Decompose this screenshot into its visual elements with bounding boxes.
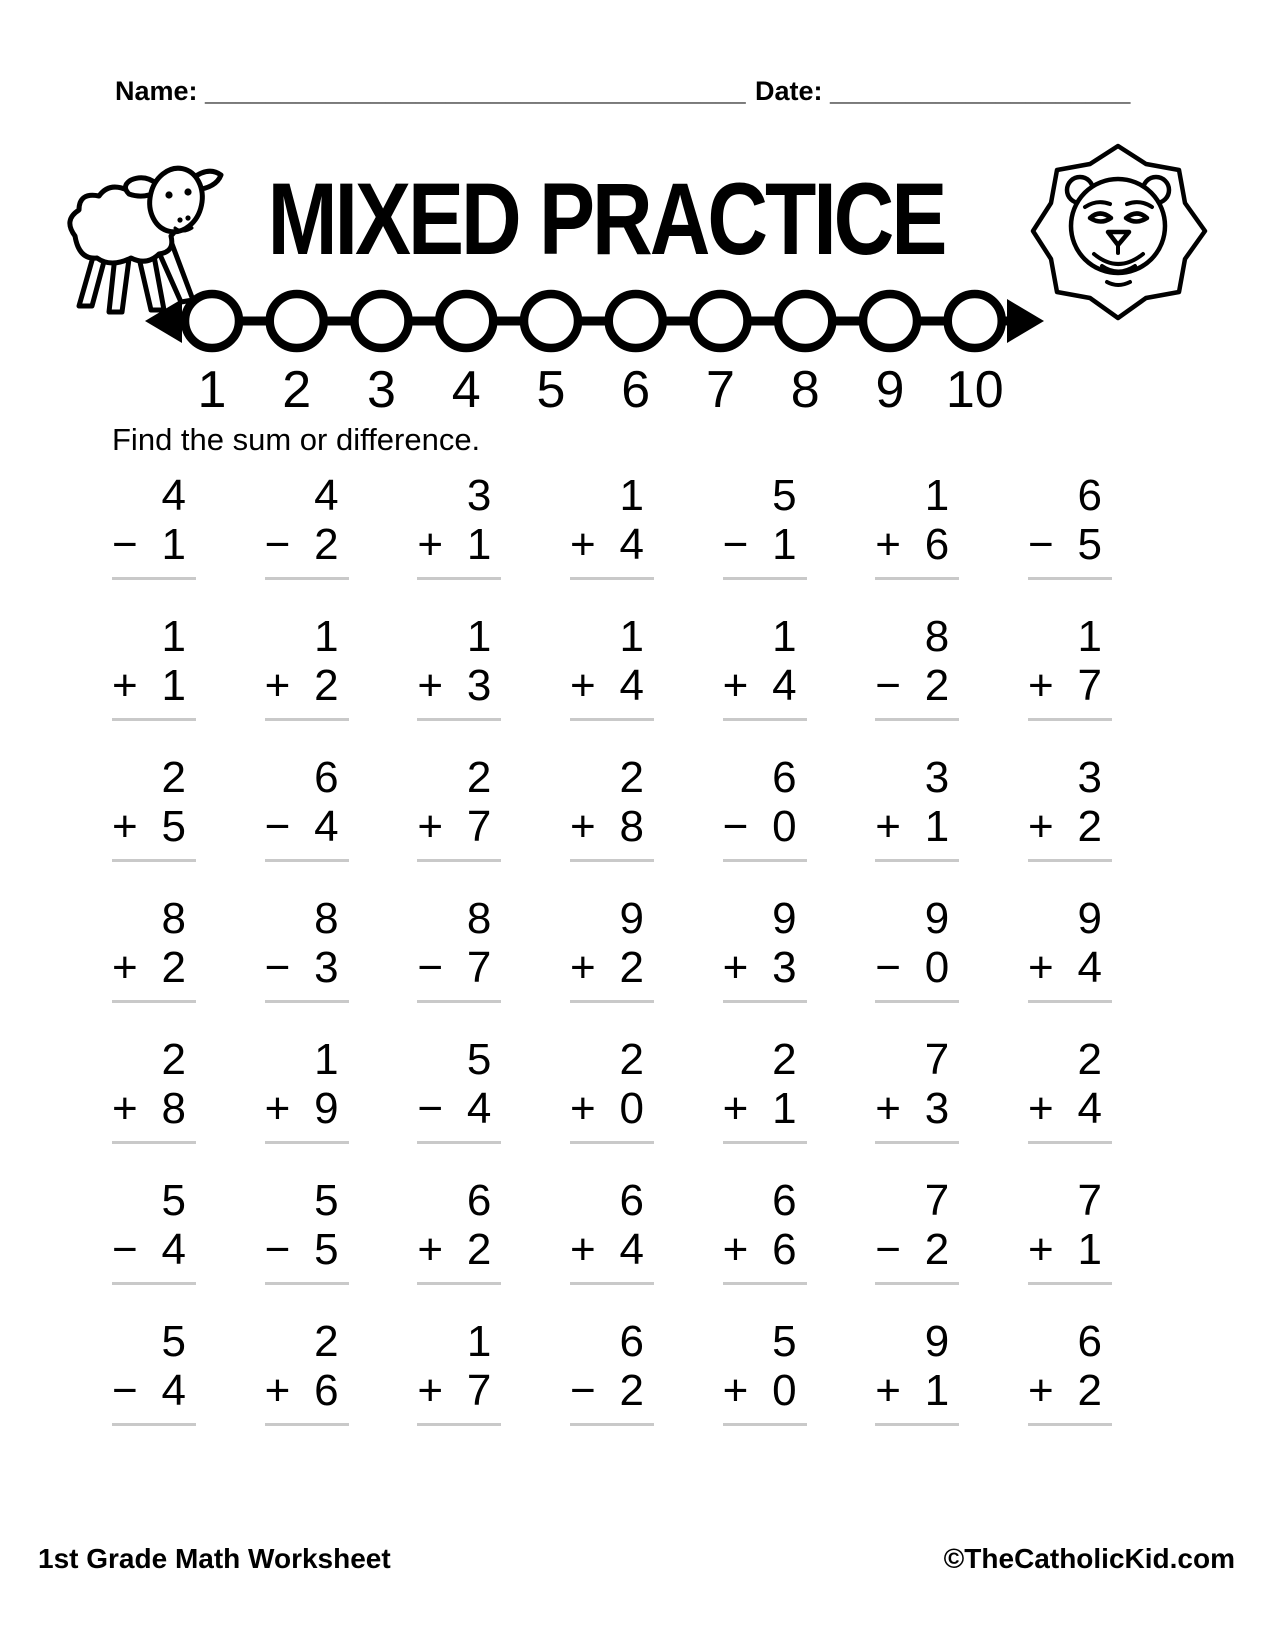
answer-blank[interactable] [875, 1000, 959, 1003]
problem-top-number: 3 [1077, 753, 1102, 802]
problem-operator: − [417, 943, 444, 992]
problem-bottom-number: 2 [619, 943, 644, 992]
problem-operator: + [264, 1366, 291, 1415]
problem-top-number: 7 [924, 1176, 950, 1225]
number-line-graphic [142, 284, 1047, 358]
problem-top-number: 9 [924, 894, 950, 943]
answer-blank[interactable] [112, 859, 196, 862]
number-line-label-1: 1 [197, 361, 227, 419]
problem-top-number: 5 [314, 1176, 339, 1225]
problem-top-number: 2 [466, 753, 492, 802]
answer-blank[interactable] [265, 1000, 349, 1003]
problem-top-number: 6 [1077, 471, 1102, 520]
problem-bottom-number: 4 [314, 802, 339, 851]
problem-operator: + [264, 1084, 291, 1133]
answer-blank[interactable] [875, 859, 959, 862]
problem-bottom-number: 5 [1077, 520, 1102, 569]
problem-top-number: 6 [1077, 1317, 1102, 1366]
number-line-labels [142, 362, 1047, 420]
problem-operator: + [1027, 1084, 1054, 1133]
problem-7-7 [1028, 1318, 1112, 1426]
problem-5-2 [265, 1036, 349, 1144]
problem-top-number: 1 [314, 1035, 339, 1084]
problem-5-4 [570, 1036, 654, 1144]
problem-operator: + [112, 1084, 138, 1133]
problem-operator: + [1027, 802, 1054, 851]
answer-blank[interactable] [1028, 1000, 1112, 1003]
answer-blank[interactable] [723, 577, 807, 580]
problem-top-number: 2 [161, 1035, 186, 1084]
problem-operator: − [569, 1366, 596, 1415]
problem-top-number: 1 [314, 612, 339, 661]
problem-5-6 [875, 1036, 959, 1144]
problem-5-1 [112, 1036, 196, 1144]
answer-blank[interactable] [1028, 718, 1112, 721]
problem-top-number: 2 [161, 753, 186, 802]
problem-top-number: 9 [1077, 894, 1102, 943]
problem-operator: − [112, 1225, 138, 1274]
answer-blank[interactable] [570, 718, 654, 721]
problem-operator: − [264, 1225, 291, 1274]
problem-operator: + [112, 943, 138, 992]
problem-3-5 [723, 754, 807, 862]
answer-blank[interactable] [570, 1000, 654, 1003]
problem-bottom-number: 4 [466, 1084, 492, 1133]
problem-top-number: 7 [1077, 1176, 1102, 1225]
answer-blank[interactable] [875, 577, 959, 580]
number-line-point-8 [778, 294, 832, 348]
problem-operator: + [569, 943, 596, 992]
problems-grid [112, 472, 1112, 1426]
problem-operator: + [875, 802, 901, 851]
problem-bottom-number: 3 [924, 1084, 950, 1133]
problem-1-7 [1028, 472, 1112, 580]
problem-bottom-number: 6 [924, 520, 950, 569]
problem-bottom-number: 3 [314, 943, 339, 992]
answer-blank[interactable] [417, 1282, 501, 1285]
problem-5-3 [417, 1036, 501, 1144]
problem-operator: + [569, 1084, 596, 1133]
problem-top-number: 9 [772, 894, 797, 943]
problem-top-number: 7 [924, 1035, 950, 1084]
problem-top-number: 1 [1077, 612, 1102, 661]
problem-operator: + [722, 1366, 749, 1415]
number-line [142, 284, 1047, 419]
date-blank-line[interactable]: ____________________ [830, 76, 1131, 106]
problem-operator: + [875, 1366, 901, 1415]
problem-top-number: 5 [161, 1176, 186, 1225]
problem-bottom-number: 2 [924, 1225, 950, 1274]
problem-6-5 [723, 1177, 807, 1285]
answer-blank[interactable] [265, 577, 349, 580]
number-line-label-7: 7 [706, 361, 735, 419]
problem-operator: + [112, 802, 138, 851]
answer-blank[interactable] [570, 859, 654, 862]
problem-4-2 [265, 895, 349, 1003]
problem-3-3 [417, 754, 501, 862]
number-line-point-7 [694, 294, 748, 348]
problem-bottom-number: 4 [1077, 1084, 1102, 1133]
problem-top-number: 8 [924, 612, 950, 661]
number-line-point-9 [863, 294, 917, 348]
answer-blank[interactable] [265, 718, 349, 721]
problem-bottom-number: 5 [314, 1225, 339, 1274]
problem-6-4 [570, 1177, 654, 1285]
problem-bottom-number: 2 [619, 1366, 644, 1415]
problem-bottom-number: 1 [772, 1084, 797, 1133]
date-label: Date: [755, 76, 823, 106]
answer-blank[interactable] [570, 1141, 654, 1144]
problem-top-number: 6 [772, 753, 797, 802]
answer-blank[interactable] [417, 1000, 501, 1003]
problem-bottom-number: 7 [466, 943, 492, 992]
problem-top-number: 5 [161, 1317, 186, 1366]
problem-1-5 [723, 472, 807, 580]
problem-operator: + [1027, 1366, 1054, 1415]
problem-bottom-number: 0 [772, 1366, 797, 1415]
problem-operator: + [417, 520, 444, 569]
problem-bottom-number: 8 [619, 802, 644, 851]
answer-blank[interactable] [875, 1282, 959, 1285]
problem-7-2 [265, 1318, 349, 1426]
name-blank-line[interactable]: ____________________________________ [205, 76, 746, 106]
problem-operator: + [569, 520, 596, 569]
problem-top-number: 8 [314, 894, 339, 943]
problem-4-4 [570, 895, 654, 1003]
problem-top-number: 5 [772, 1317, 797, 1366]
number-line-label-4: 4 [451, 361, 481, 419]
problem-bottom-number: 6 [772, 1225, 797, 1274]
problem-1-3 [417, 472, 501, 580]
problem-7-1 [112, 1318, 196, 1426]
problem-4-3 [417, 895, 501, 1003]
answer-blank[interactable] [1028, 1423, 1112, 1426]
problem-bottom-number: 1 [1077, 1225, 1102, 1274]
problem-top-number: 6 [466, 1176, 492, 1225]
problem-top-number: 1 [772, 612, 797, 661]
problem-2-1 [112, 613, 196, 721]
problem-bottom-number: 5 [161, 802, 186, 851]
answer-blank[interactable] [570, 1282, 654, 1285]
problem-7-6 [875, 1318, 959, 1426]
problem-operator: − [722, 520, 749, 569]
problem-top-number: 9 [619, 894, 644, 943]
number-line-label-5: 5 [536, 361, 566, 419]
problem-top-number: 2 [314, 1317, 339, 1366]
problem-operator: − [264, 802, 291, 851]
problem-operator: + [417, 1366, 444, 1415]
left-arrow-icon [145, 299, 182, 343]
problem-bottom-number: 2 [1077, 1366, 1102, 1415]
problem-top-number: 2 [1077, 1035, 1102, 1084]
problem-6-3 [417, 1177, 501, 1285]
problem-top-number: 6 [772, 1176, 797, 1225]
problem-operator: + [722, 1225, 749, 1274]
answer-blank[interactable] [723, 1282, 807, 1285]
number-line-point-3 [355, 294, 409, 348]
number-line-label-3: 3 [367, 361, 396, 419]
problem-operator: + [264, 661, 291, 710]
problem-bottom-number: 6 [314, 1366, 339, 1415]
problem-top-number: 3 [924, 753, 950, 802]
problem-7-3 [417, 1318, 501, 1426]
problem-top-number: 5 [466, 1035, 492, 1084]
problem-1-2 [265, 472, 349, 580]
instruction-text: Find the sum or difference. [112, 422, 481, 457]
problem-operator: − [264, 520, 291, 569]
problem-5-5 [723, 1036, 807, 1144]
answer-blank[interactable] [723, 1423, 807, 1426]
answer-blank[interactable] [112, 577, 196, 580]
problem-operator: − [1027, 520, 1054, 569]
answer-blank[interactable] [112, 718, 196, 721]
answer-blank[interactable] [417, 859, 501, 862]
number-line-label-8: 8 [790, 361, 820, 419]
footer-worksheet-label: 1st Grade Math Worksheet [38, 1543, 391, 1574]
problem-bottom-number: 1 [924, 802, 950, 851]
problem-6-7 [1028, 1177, 1112, 1285]
problem-bottom-number: 3 [772, 943, 797, 992]
problem-4-5 [723, 895, 807, 1003]
problem-2-7 [1028, 613, 1112, 721]
problem-bottom-number: 4 [619, 661, 644, 710]
problem-operator: + [417, 661, 444, 710]
problem-top-number: 5 [772, 471, 797, 520]
problem-6-1 [112, 1177, 196, 1285]
footer-copyright: ©TheCatholicKid.com [943, 1543, 1235, 1574]
problem-top-number: 1 [924, 471, 950, 520]
date-field [755, 76, 1130, 107]
problem-operator: + [722, 661, 749, 710]
number-line-point-5 [524, 294, 578, 348]
problem-4-6 [875, 895, 959, 1003]
problem-operator: − [875, 943, 901, 992]
problem-bottom-number: 7 [466, 1366, 492, 1415]
problem-top-number: 2 [619, 1035, 644, 1084]
problem-operator: + [1027, 661, 1054, 710]
problem-operator: + [1027, 943, 1054, 992]
answer-blank[interactable] [723, 1141, 807, 1144]
answer-blank[interactable] [570, 1423, 654, 1426]
problem-2-6 [875, 613, 959, 721]
problem-1-4 [570, 472, 654, 580]
answer-blank[interactable] [417, 1423, 501, 1426]
number-line-label-6: 6 [621, 361, 651, 419]
problem-bottom-number: 8 [161, 1084, 186, 1133]
answer-blank[interactable] [417, 1141, 501, 1144]
problem-bottom-number: 4 [772, 661, 797, 710]
problem-operator: + [417, 1225, 444, 1274]
answer-blank[interactable] [1028, 577, 1112, 580]
problem-operator: + [569, 1225, 596, 1274]
answer-blank[interactable] [875, 1423, 959, 1426]
answer-blank[interactable] [1028, 859, 1112, 862]
name-label: Name: [115, 76, 198, 106]
problem-bottom-number: 4 [161, 1366, 186, 1415]
problem-top-number: 6 [619, 1176, 644, 1225]
problem-top-number: 2 [619, 753, 644, 802]
problem-3-4 [570, 754, 654, 862]
problem-operator: − [112, 520, 138, 569]
answer-blank[interactable] [723, 718, 807, 721]
problem-bottom-number: 1 [161, 661, 186, 710]
problem-5-7 [1028, 1036, 1112, 1144]
problem-operator: − [417, 1084, 444, 1133]
problem-operator: + [1027, 1225, 1054, 1274]
problem-top-number: 6 [314, 753, 339, 802]
answer-blank[interactable] [265, 859, 349, 862]
problem-top-number: 1 [619, 471, 644, 520]
problem-bottom-number: 1 [161, 520, 186, 569]
answer-blank[interactable] [875, 718, 959, 721]
answer-blank[interactable] [875, 1141, 959, 1144]
problem-bottom-number: 1 [924, 1366, 950, 1415]
problem-bottom-number: 2 [466, 1225, 492, 1274]
name-field [115, 76, 746, 107]
problem-bottom-number: 4 [161, 1225, 186, 1274]
problem-3-2 [265, 754, 349, 862]
number-line-label-10: 10 [945, 361, 1004, 419]
problem-operator: + [569, 802, 596, 851]
problem-7-4 [570, 1318, 654, 1426]
problem-top-number: 1 [619, 612, 644, 661]
answer-blank[interactable] [265, 1282, 349, 1285]
problem-top-number: 1 [466, 612, 492, 661]
problem-top-number: 8 [466, 894, 492, 943]
problem-bottom-number: 0 [924, 943, 950, 992]
worksheet-title: MIXED PRACTICE [267, 161, 945, 276]
right-arrow-icon [1007, 299, 1044, 343]
number-line-point-6 [609, 294, 663, 348]
problem-bottom-number: 9 [314, 1084, 339, 1133]
problem-bottom-number: 0 [772, 802, 797, 851]
answer-blank[interactable] [723, 859, 807, 862]
problem-4-1 [112, 895, 196, 1003]
problem-4-7 [1028, 895, 1112, 1003]
problem-1-1 [112, 472, 196, 580]
problem-top-number: 1 [466, 1317, 492, 1366]
lion-icon [1028, 134, 1210, 326]
answer-blank[interactable] [112, 1282, 196, 1285]
problem-3-7 [1028, 754, 1112, 862]
problem-bottom-number: 2 [1077, 802, 1102, 851]
problem-2-3 [417, 613, 501, 721]
problem-bottom-number: 4 [619, 520, 644, 569]
problem-operator: − [112, 1366, 138, 1415]
problem-bottom-number: 4 [1077, 943, 1102, 992]
problem-6-6 [875, 1177, 959, 1285]
answer-blank[interactable] [265, 1141, 349, 1144]
number-line-point-4 [439, 294, 493, 348]
problem-bottom-number: 1 [466, 520, 492, 569]
problem-operator: − [875, 1225, 901, 1274]
problem-operator: + [569, 661, 596, 710]
problem-bottom-number: 2 [924, 661, 950, 710]
problem-operator: − [264, 943, 291, 992]
problem-7-5 [723, 1318, 807, 1426]
problem-2-5 [723, 613, 807, 721]
answer-blank[interactable] [570, 577, 654, 580]
problem-operator: + [875, 1084, 901, 1133]
number-line-point-2 [270, 294, 324, 348]
problem-top-number: 8 [161, 894, 186, 943]
answer-blank[interactable] [723, 1000, 807, 1003]
problem-top-number: 4 [314, 471, 339, 520]
problem-top-number: 3 [466, 471, 492, 520]
problem-operator: + [417, 802, 444, 851]
problem-top-number: 1 [161, 612, 186, 661]
problem-bottom-number: 7 [1077, 661, 1102, 710]
number-line-label-2: 2 [282, 361, 312, 419]
answer-blank[interactable] [112, 1000, 196, 1003]
number-line-point-10 [948, 294, 1002, 348]
problem-bottom-number: 2 [314, 520, 339, 569]
number-line-point-1 [185, 294, 239, 348]
number-line-label-9: 9 [875, 361, 905, 419]
answer-blank[interactable] [112, 1423, 196, 1426]
problem-2-2 [265, 613, 349, 721]
problem-bottom-number: 7 [466, 802, 492, 851]
problem-bottom-number: 4 [619, 1225, 644, 1274]
problem-operator: − [875, 661, 901, 710]
problem-bottom-number: 2 [161, 943, 186, 992]
problem-top-number: 2 [772, 1035, 797, 1084]
problem-operator: + [875, 520, 901, 569]
problem-bottom-number: 0 [619, 1084, 644, 1133]
answer-blank[interactable] [1028, 1141, 1112, 1144]
problem-1-6 [875, 472, 959, 580]
answer-blank[interactable] [265, 1423, 349, 1426]
problem-bottom-number: 3 [466, 661, 492, 710]
problem-operator: + [722, 1084, 749, 1133]
answer-blank[interactable] [417, 718, 501, 721]
problem-bottom-number: 2 [314, 661, 339, 710]
problem-bottom-number: 1 [772, 520, 797, 569]
problem-top-number: 4 [161, 471, 186, 520]
problem-top-number: 6 [619, 1317, 644, 1366]
answer-blank[interactable] [112, 1141, 196, 1144]
problem-2-4 [570, 613, 654, 721]
answer-blank[interactable] [417, 577, 501, 580]
problem-3-1 [112, 754, 196, 862]
problem-top-number: 9 [924, 1317, 950, 1366]
problem-operator: + [112, 661, 138, 710]
problem-6-2 [265, 1177, 349, 1285]
answer-blank[interactable] [1028, 1282, 1112, 1285]
problem-3-6 [875, 754, 959, 862]
problem-operator: − [722, 802, 749, 851]
problem-operator: + [722, 943, 749, 992]
